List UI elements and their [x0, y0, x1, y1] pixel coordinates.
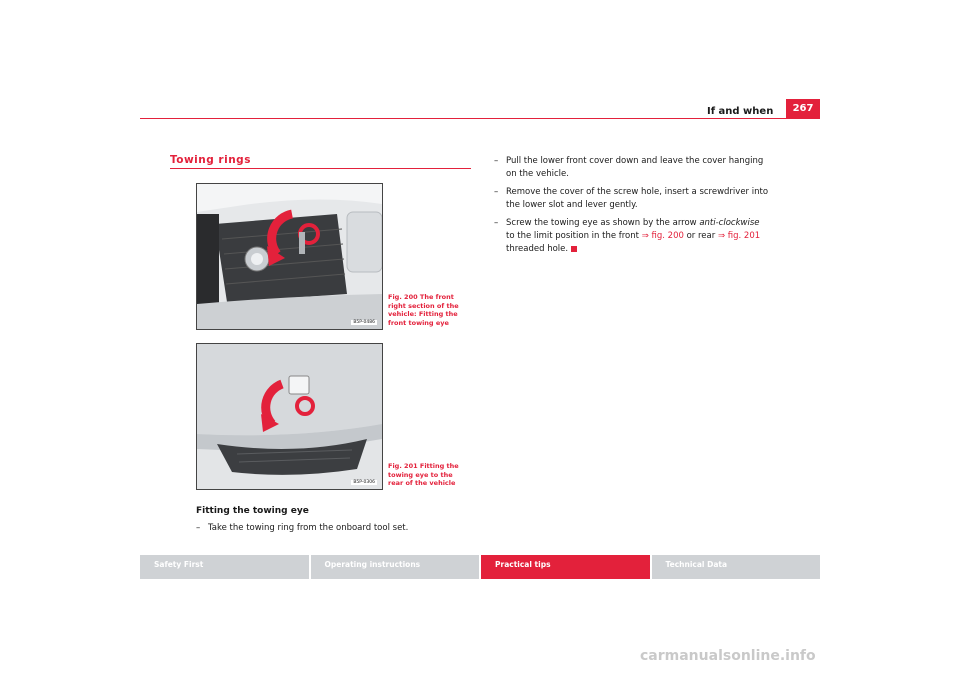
tab-practical-tips[interactable]: Practical tips [481, 555, 652, 579]
step-dash: – [494, 156, 499, 166]
instructions-heading: Fitting the towing eye [196, 506, 309, 516]
header-title: If and when [707, 106, 774, 117]
figure-code: B5P-0306 [353, 480, 375, 485]
step-text: Remove the cover of the screw hole, insert a screwdriver into the lower slot and lever gently. [506, 187, 769, 210]
figure-reference-link[interactable]: ⇒ fig. 200 [641, 231, 684, 241]
step-text-part: threaded hole. [506, 244, 569, 254]
tab-operating-instructions[interactable]: Operating instructions [311, 555, 482, 579]
header-rule [140, 118, 820, 119]
tab-safety-first[interactable]: Safety First [140, 555, 311, 579]
section-title: Towing rings [170, 154, 251, 166]
instruction-step [494, 155, 770, 181]
rear-bumper-illustration [197, 344, 382, 489]
instruction-step [494, 217, 770, 256]
figure-code: B5P-0486 [353, 320, 375, 325]
step-text-part: to the limit position in the front [506, 231, 642, 241]
end-of-section-icon [571, 246, 577, 252]
instruction-step [196, 522, 476, 535]
page-number: 267 [786, 99, 820, 118]
step-text: Take the towing ring from the onboard tool set. [208, 523, 409, 533]
figure-rear-towing-eye [196, 343, 383, 490]
instruction-step [494, 186, 770, 212]
step-dash: – [494, 187, 499, 197]
front-bumper-illustration [197, 184, 382, 329]
footer-tabs [140, 555, 820, 579]
figure-caption: Fig. 200 The front right section of the vehicle: Fitting the front towing eye [388, 293, 459, 327]
step-dash: – [196, 523, 201, 533]
step-text-part: Screw the towing eye as shown by the arrow [506, 218, 700, 228]
step-text: Pull the lower front cover down and leave the cover hanging on the vehicle. [506, 156, 764, 179]
step-text [494, 217, 770, 256]
step-text-part: or rear [683, 231, 718, 241]
step-emphasis: anti-clockwise [699, 218, 760, 228]
section-rule [170, 168, 471, 169]
figure-caption: Fig. 201 Fitting the towing eye to the rear of the vehicle [388, 462, 459, 487]
step-dash: – [494, 218, 499, 228]
tab-technical-data[interactable]: Technical Data [652, 555, 821, 579]
watermark: carmanualsonline.info [640, 648, 816, 664]
figure-front-towing-eye [196, 183, 383, 330]
figure-reference-link[interactable]: ⇒ fig. 201 [717, 231, 761, 241]
